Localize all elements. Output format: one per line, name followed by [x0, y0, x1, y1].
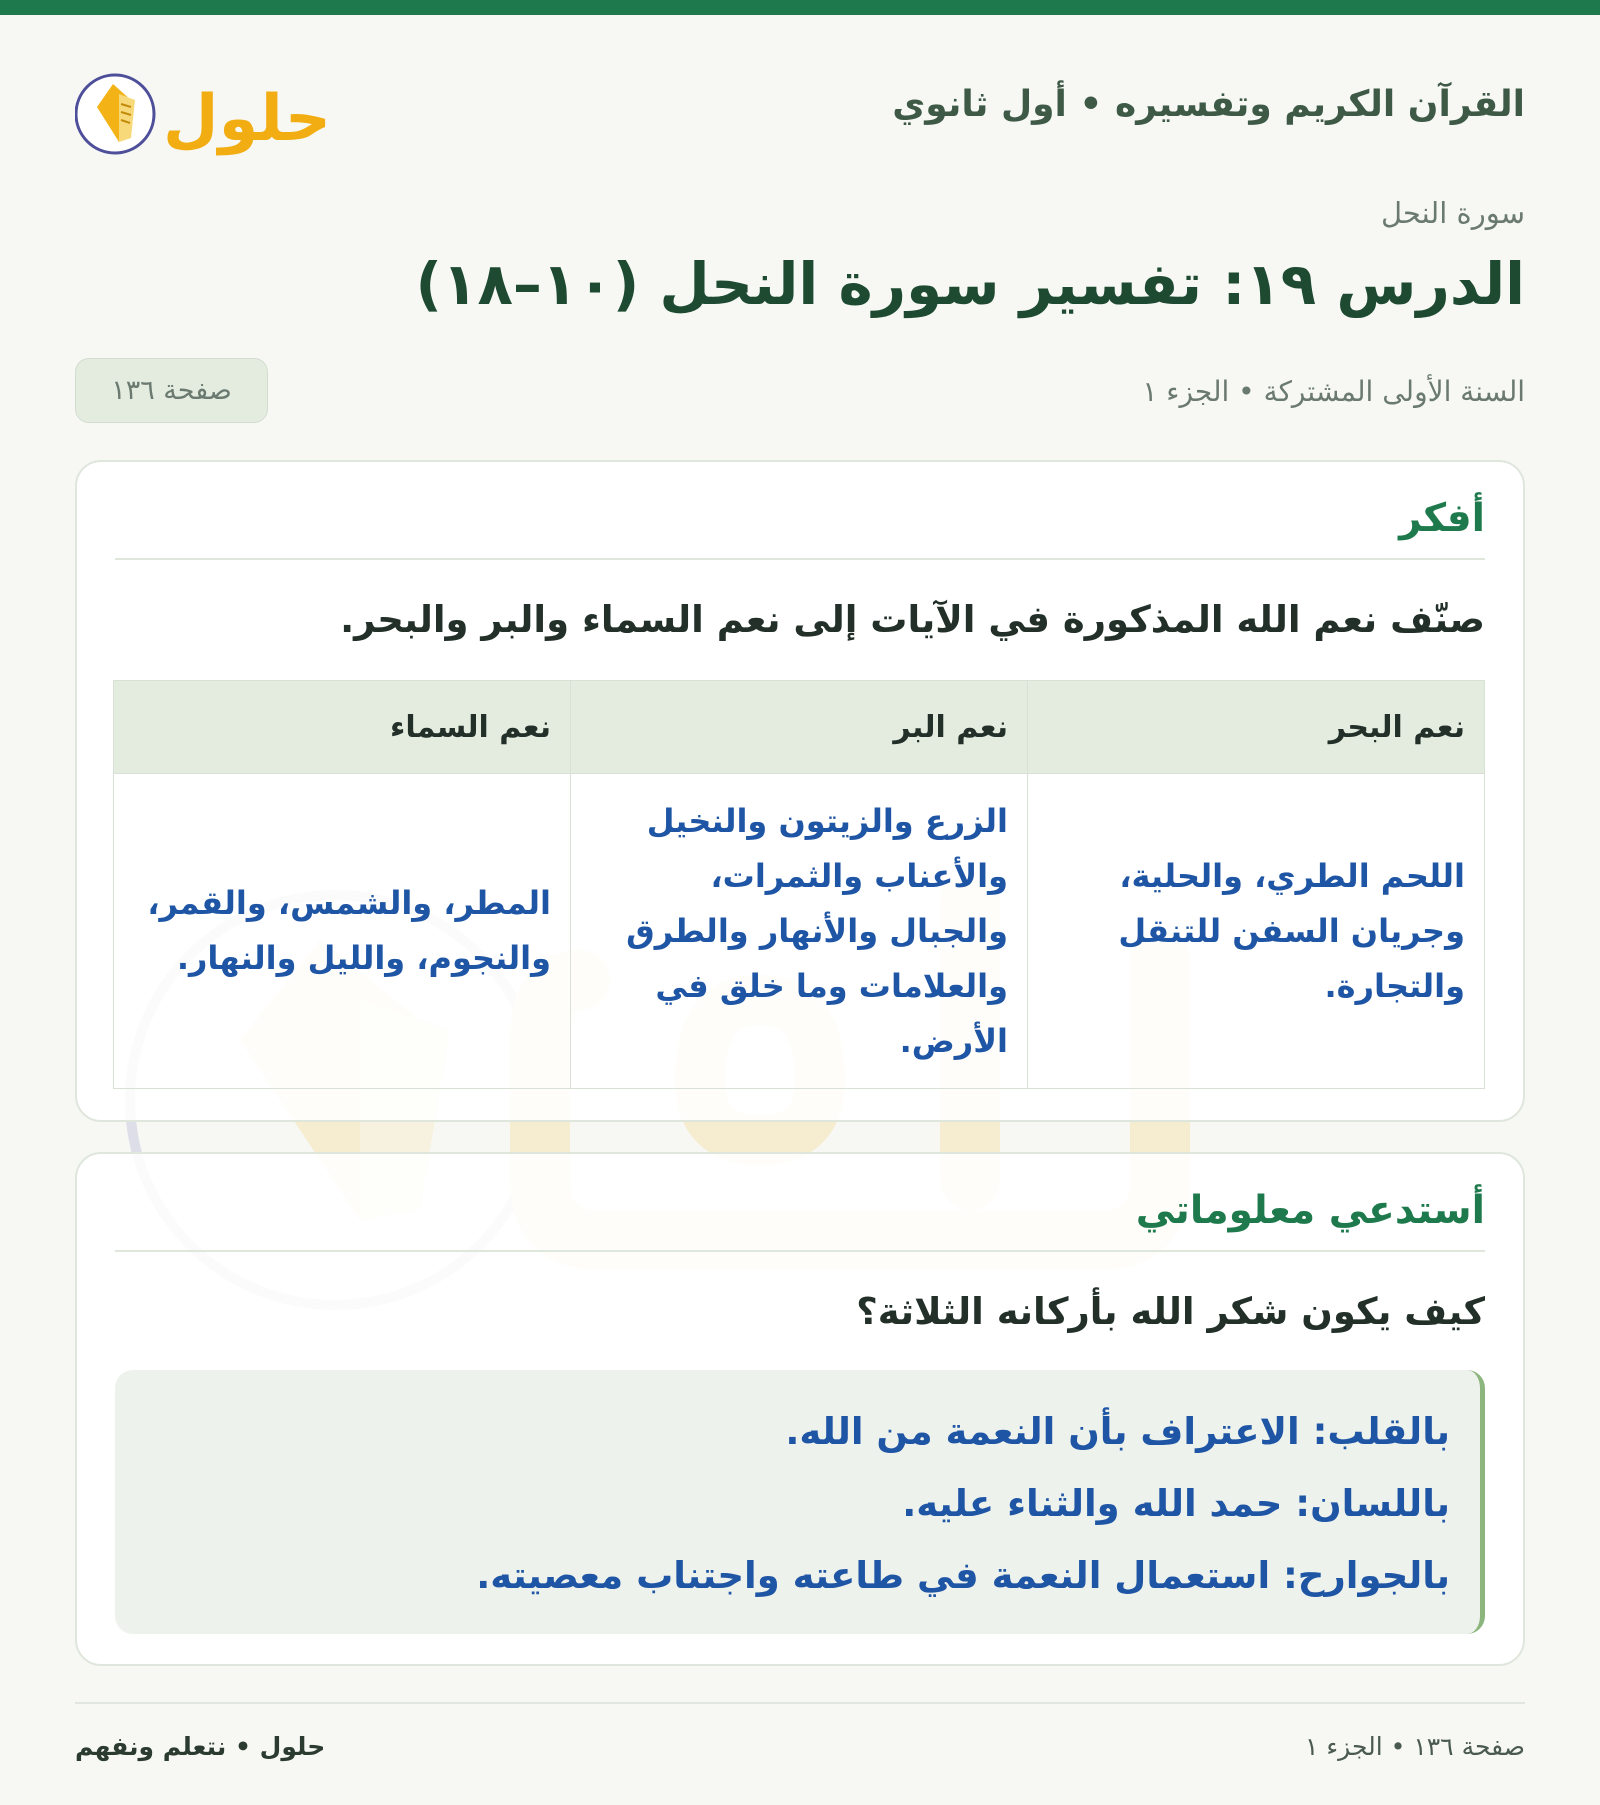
footer-divider	[75, 1702, 1525, 1704]
logo-wordmark: حلول	[163, 82, 331, 156]
think-heading: أفكر	[1399, 496, 1485, 541]
answer-heart: بالقلب: الاعتراف بأن النعمة من الله.	[785, 1410, 1450, 1453]
answer-limbs: بالجوارح: استعمال النعمة في طاعته واجتناب معصيته.	[476, 1554, 1450, 1597]
table-header-land: نعم البر	[571, 681, 1028, 774]
table-cell-sea: اللحم الطري، والحلية، وجريان السفن للتنقل والتجارة.	[1028, 774, 1485, 1089]
page-header	[75, 52, 1525, 172]
think-question: صنّف نعم الله المذكورة في الآيات إلى نعم السماء والبر والبحر.	[340, 598, 1485, 641]
answer-box	[115, 1370, 1485, 1634]
page-badge: صفحة ١٣٦	[75, 358, 268, 423]
brand-logo[interactable]	[75, 52, 335, 172]
recall-card	[75, 1152, 1525, 1666]
table-cell-land: الزرع والزيتون والنخيل والأعناب والثمرات، والجبال والأنهار والطرق والعلامات وما خلق في الأرض.	[571, 774, 1028, 1089]
blessings-table	[113, 680, 1485, 1089]
table-cell-sky: المطر، والشمس، والقمر، والنجوم، والليل والنهار.	[114, 774, 571, 1089]
table-row	[114, 774, 1485, 1089]
recall-question: كيف يكون شكر الله بأركانه الثلاثة؟	[856, 1290, 1485, 1333]
lesson-meta: السنة الأولى المشتركة • الجزء ١	[1142, 375, 1525, 408]
table-header-sea: نعم البحر	[1028, 681, 1485, 774]
recall-heading: أستدعي معلوماتي	[1135, 1188, 1485, 1233]
think-card	[75, 460, 1525, 1122]
top-accent-bar	[0, 0, 1600, 15]
course-title: القرآن الكريم وتفسيره • أول ثانوي	[892, 84, 1525, 125]
unit-name: سورة النحل	[1380, 196, 1525, 230]
think-card-header	[115, 496, 1485, 560]
lesson-title: الدرس ١٩: تفسير سورة النحل (١٠–١٨)	[415, 250, 1525, 318]
table-header-sky: نعم السماء	[114, 681, 571, 774]
footer-page-info: صفحة ١٣٦ • الجزء ١	[1305, 1732, 1525, 1761]
table-header-row	[114, 681, 1485, 774]
footer-brand: حلول • نتعلم ونفهم	[75, 1732, 326, 1761]
recall-card-header	[115, 1188, 1485, 1252]
answer-tongue: باللسان: حمد الله والثناء عليه.	[902, 1482, 1450, 1525]
